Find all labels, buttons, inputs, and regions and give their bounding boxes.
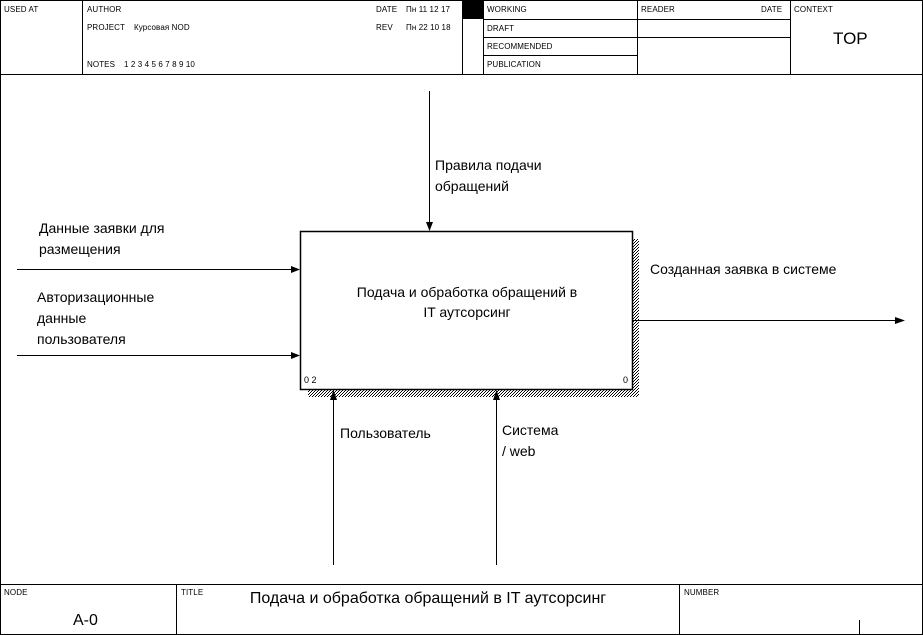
status-draft: DRAFT — [487, 24, 515, 33]
mechanism-label-2 — [502, 420, 558, 462]
control-label-line-2: обращений — [435, 178, 509, 194]
status-publication: PUBLICATION — [487, 60, 541, 69]
context-value: TOP — [833, 29, 868, 48]
node-label: NODE — [4, 588, 28, 597]
output-arrow[interactable] — [633, 317, 905, 324]
control-label-line-1: Правила подачи — [435, 157, 542, 173]
activity-label-line-1: Подача и обработка обращений в — [356, 284, 578, 300]
rev-value: Пн 22 10 18 — [406, 23, 451, 32]
status-working: WORKING — [487, 5, 527, 14]
status-recommended: RECOMMENDED — [487, 42, 553, 51]
input-label-1-line-1: Данные заявки для — [39, 220, 165, 236]
activity-node-tag: 0 2 — [304, 375, 317, 385]
input-arrow-1[interactable] — [17, 266, 300, 273]
date-value: Пн 11 12 17 — [406, 5, 451, 14]
activity-number: 0 — [623, 375, 629, 385]
activity-box-shadow-right — [633, 239, 639, 397]
input-arrow-2[interactable] — [17, 352, 300, 359]
project-value: Курсовая NOD — [134, 23, 190, 32]
title-value: Подача и обработка обращений в IT аутсорсинг — [249, 590, 607, 607]
control-label — [435, 155, 542, 197]
input-label-2-line-3: пользователя — [37, 331, 126, 347]
input-label-2-line-1: Авторизационные — [37, 289, 155, 305]
reader-date-label: DATE — [761, 5, 783, 14]
mechanism-label-2-line-2: / web — [502, 443, 536, 459]
node-value: A-0 — [73, 612, 98, 629]
notes-label: NOTES — [87, 60, 116, 69]
context-label: CONTEXT — [794, 5, 833, 14]
used-at-label: USED AT — [4, 5, 39, 14]
number-label: NUMBER — [684, 588, 720, 597]
mechanism-label-1: Пользователь — [340, 425, 431, 441]
mechanism-arrow-1[interactable] — [330, 390, 337, 565]
rev-label: REV — [376, 23, 393, 32]
activity-label-line-2: IT аутсорсинг — [423, 304, 511, 320]
title-label: TITLE — [181, 588, 204, 597]
output-label: Созданная заявка в системе — [650, 261, 837, 277]
mechanism-label-2-line-1: Система — [502, 422, 559, 438]
reader-label: READER — [641, 5, 675, 14]
control-arrow[interactable] — [426, 91, 433, 231]
project-label: PROJECT — [87, 23, 126, 32]
mechanism-arrow-2[interactable] — [493, 390, 500, 565]
author-label: AUTHOR — [87, 5, 122, 14]
input-label-2-line-2: данные — [37, 310, 87, 326]
notes-value: 1 2 3 4 5 6 7 8 9 10 — [124, 60, 195, 69]
input-label-1-line-2: размещения — [39, 241, 121, 257]
date-label: DATE — [376, 5, 398, 14]
input-label-1 — [39, 218, 164, 260]
activity-box-shadow-bottom — [308, 390, 639, 397]
working-status-marker — [463, 0, 483, 19]
activity-label — [301, 282, 633, 322]
input-label-2 — [37, 287, 154, 350]
